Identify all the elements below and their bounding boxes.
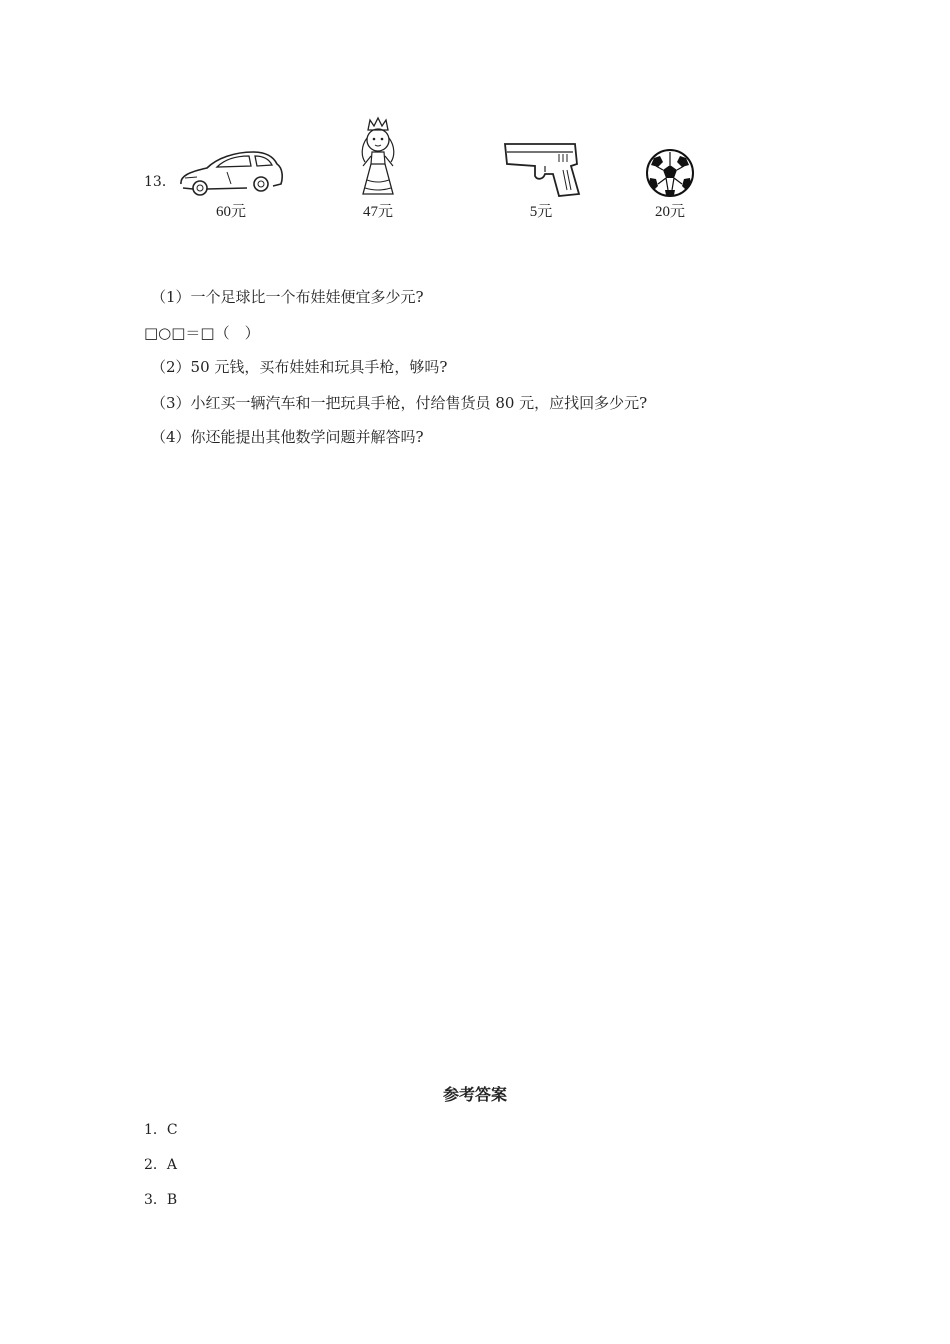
item-doll [348,116,408,221]
subquestion-3: （3）小红买一辆汽车和一把玩具手枪，付给售货员 80 元，应找回多少元? [151,394,648,412]
answers-title: 参考答案 [442,1085,507,1104]
question-number: 13． [144,174,176,190]
car-icon [177,148,285,198]
subquestion-2: （2）50 元钱，买布娃娃和玩具手枪，够吗? [151,358,448,376]
price-label: 20元 [654,204,685,220]
toy-pistol-icon [501,140,581,198]
soccer-ball-icon [644,148,696,198]
answer-item: 1．C [144,1122,178,1138]
answer-item: 3．B [144,1192,178,1208]
price-label: 60元 [215,204,246,220]
price-label: 47元 [362,204,393,220]
subquestion-1: （1）一个足球比一个布娃娃便宜多少元? [151,288,424,306]
answer-blank-formula: □○□＝□（ ） [144,324,260,342]
item-soccer-ball [640,148,700,221]
price-label: 5元 [529,204,553,220]
subquestion-4: （4）你还能提出其他数学问题并解答吗? [151,428,424,446]
item-toy-pistol [500,140,582,221]
answer-item: 2．A [144,1157,178,1173]
doll-icon [355,116,401,198]
item-car [176,148,286,221]
